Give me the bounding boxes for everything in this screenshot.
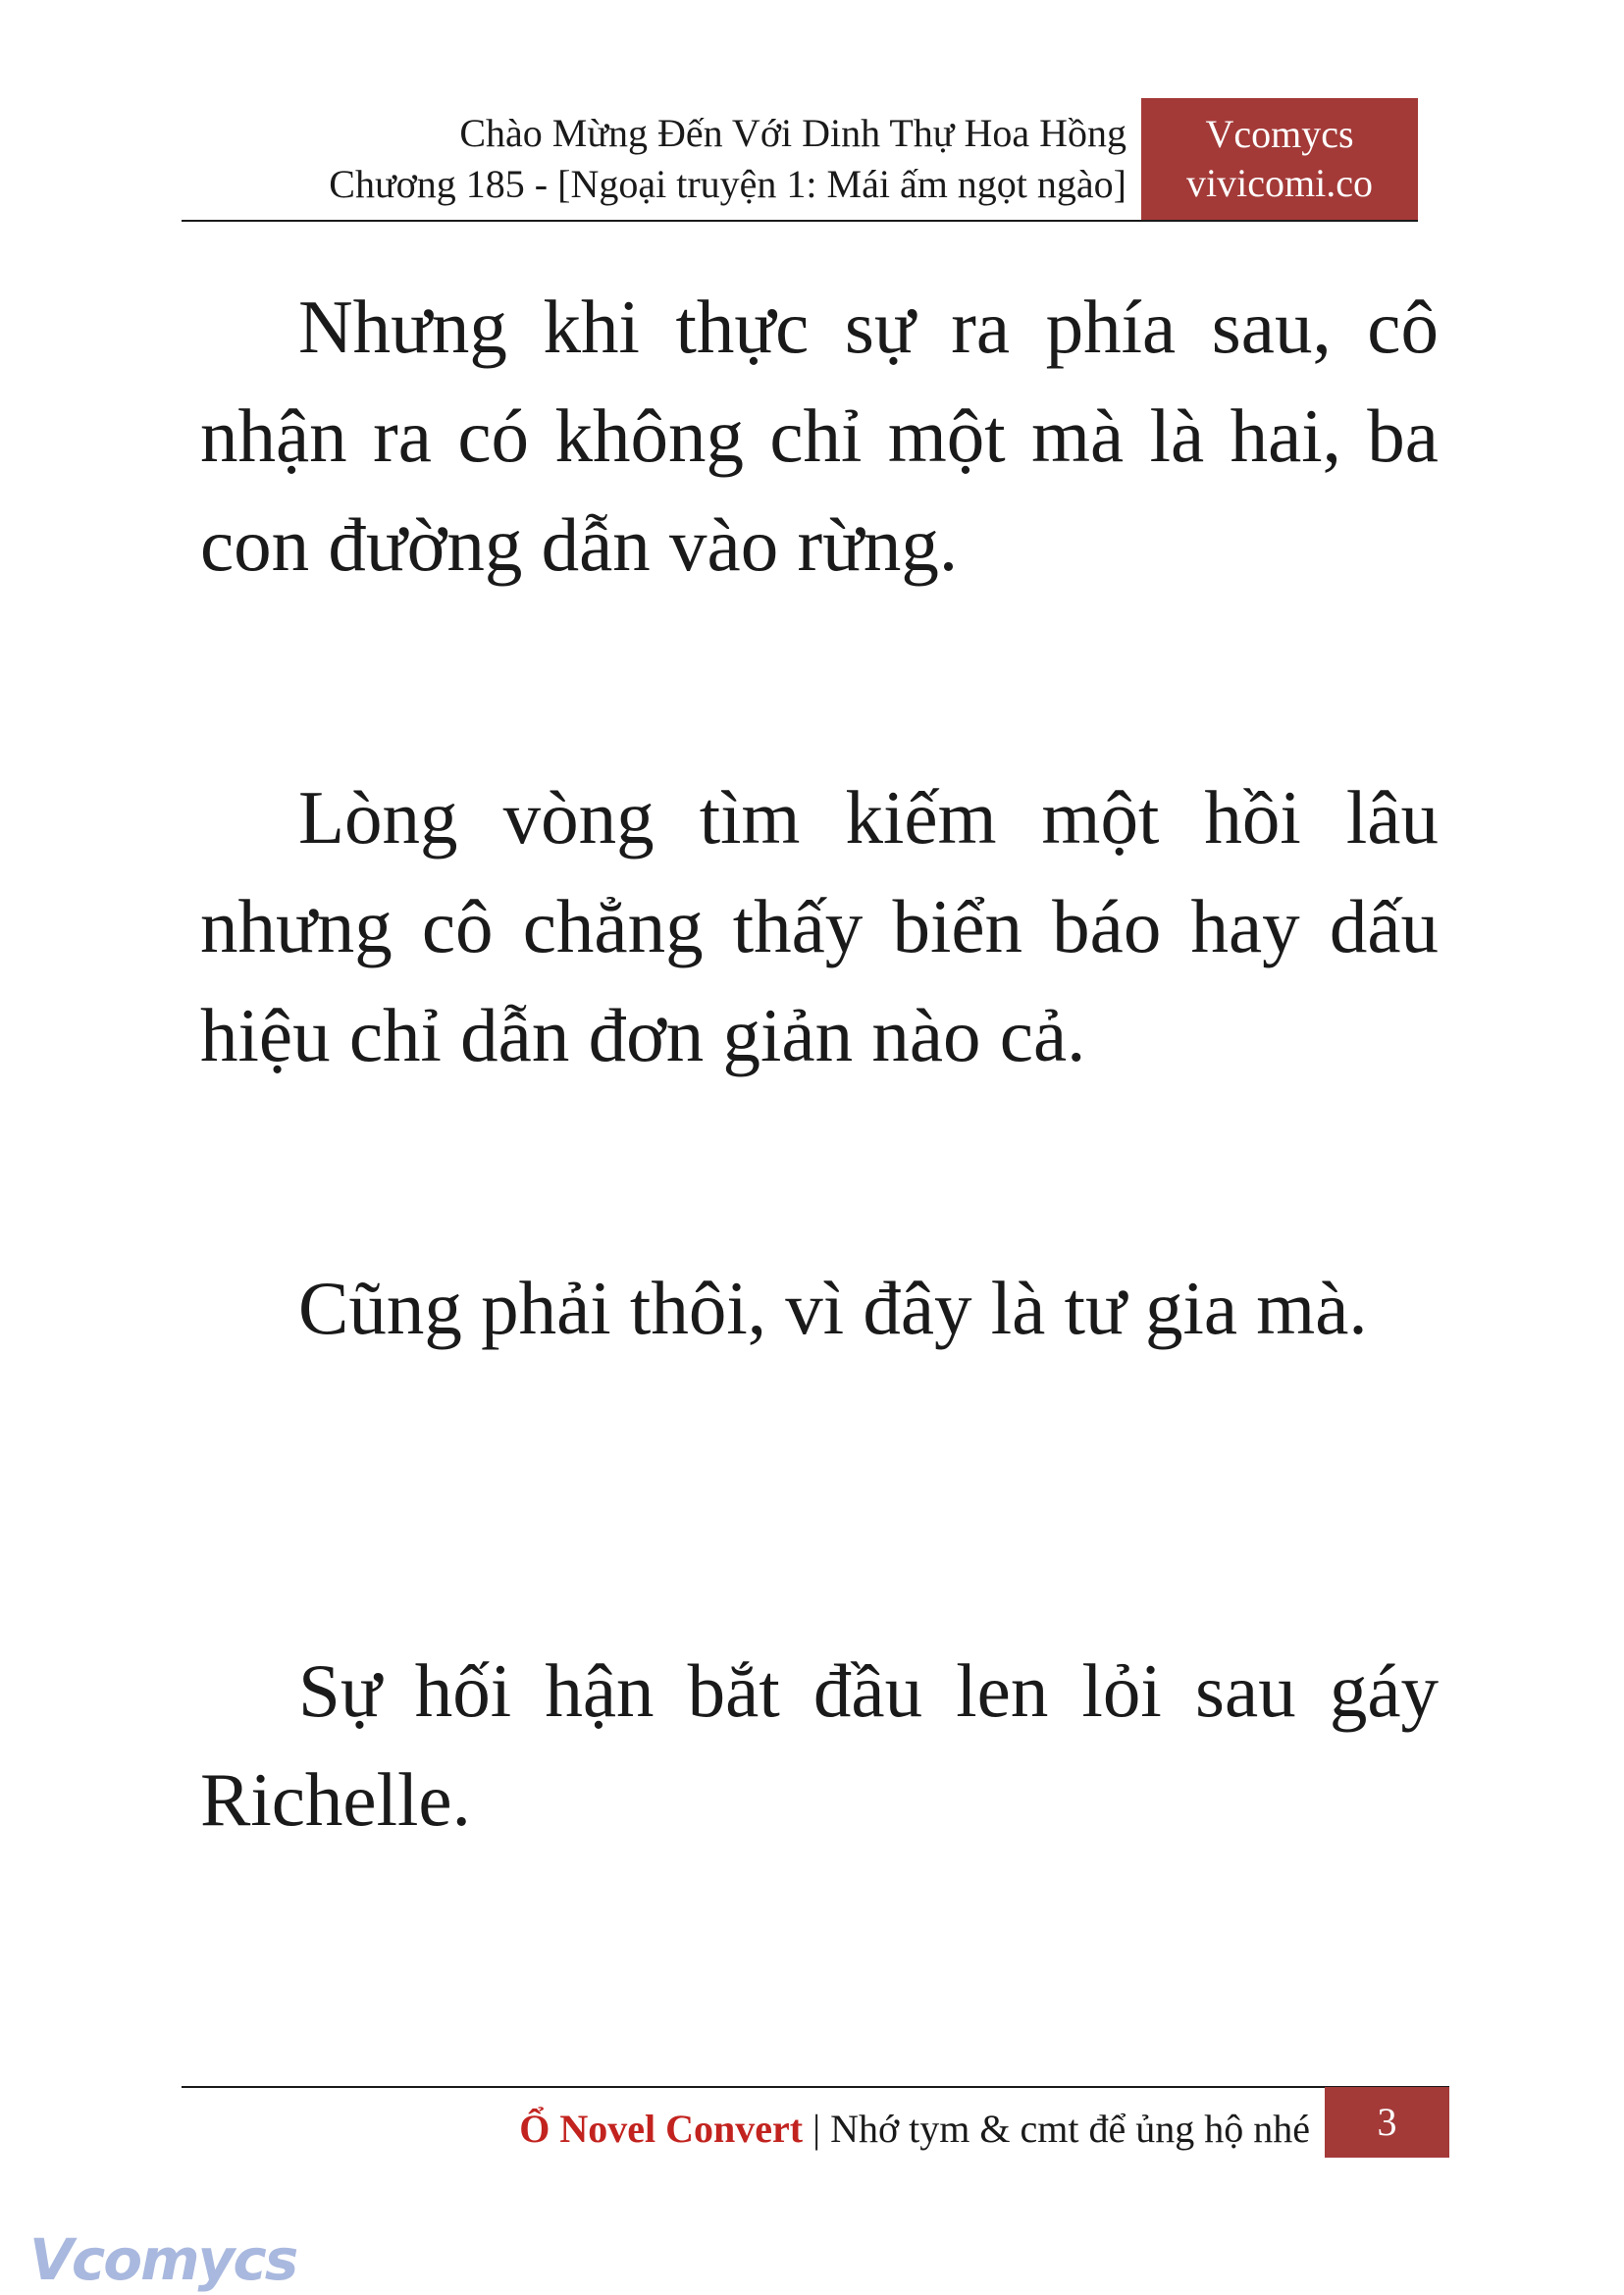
paragraph-4: Sự hối hận bắt đầu len lỏi sau gáy Richelle. (200, 1648, 1439, 1842)
page-number: 3 (1325, 2087, 1449, 2158)
footer-message: Nhớ tym & cmt để ủng hộ nhé (830, 2107, 1310, 2151)
footer-note (519, 2100, 1310, 2159)
header-titles (329, 108, 1126, 210)
page-header (182, 98, 1418, 220)
chapter-title: Chương 185 - [Ngoại truyện 1: Mái ấm ngọt ngào] (329, 162, 1126, 206)
site-badge (1141, 98, 1418, 220)
footer-separator: | (812, 2107, 821, 2151)
site-url: vivicomi.co (1186, 161, 1373, 205)
watermark-logo: Vcomycs (29, 2226, 297, 2293)
footer-divider (182, 2086, 1449, 2088)
header-divider (182, 220, 1418, 222)
site-name: Vcomycs (1205, 112, 1354, 156)
paragraph-1: Nhưng khi thực sự ra phía sau, cô nhận ra có không chỉ một mà là hai, ba con đường dẫn vào rừng. (200, 285, 1439, 587)
paragraph-2: Lòng vòng tìm kiếm một hồi lâu nhưng cô chẳng thấy biển báo hay dấu hiệu chỉ dẫn đơn giản nào cả. (200, 775, 1439, 1077)
footer-brand: Ổ Novel Convert (519, 2107, 804, 2151)
paragraph-3: Cũng phải thôi, vì đây là tư gia mà. (298, 1266, 1368, 1350)
book-title: Chào Mừng Đến Với Dinh Thự Hoa Hồng (459, 111, 1126, 155)
